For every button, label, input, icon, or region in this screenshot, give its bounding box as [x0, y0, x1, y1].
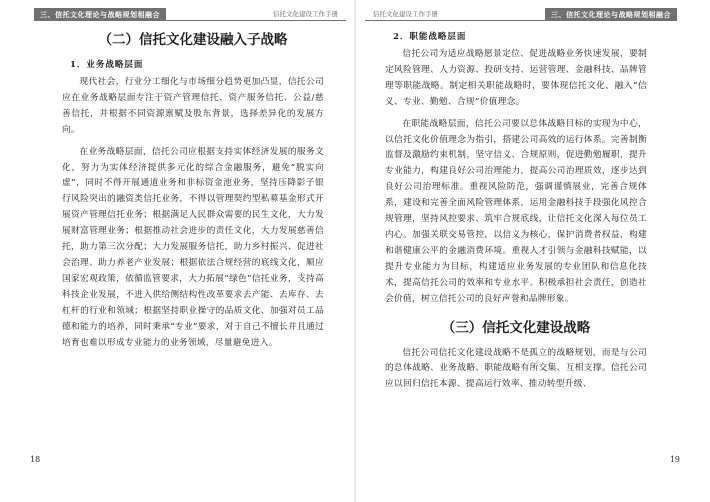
page-number-right: 19: [669, 455, 680, 464]
paragraph: 在职能战略层面，信托公司要以总体战略目标的实现为中心，以信托文化价值理念为指引，搭建公司高效的运行体系。完善制衡监督及激励约束机制，坚守信义、合规原则，促进勤勉履职，提升专业能力，构建良好公司治理能力，提高公司治理质效，逐步达到良好公司治理标准。重视风险防范，强调谨慎展业，完善合规体系，建设和完善全面风险管理体系，运用金融科技手段强化风控合规管理，坚持风控要求、筑牢合规底线，让信托文化深入每位员工内心。加强关联交易管控，以信义为核心，保护消费者权益，构建和谐健康公平的金融消费环境。重视人才引领与金融科技赋能，以提升专业能力为目标，构建适应业务发展的专业团队和信息化技术，提高信托公司的效率和专业水平。积极承担社会责任，创造社会价值，树立信托公司的良好声誉和品牌形象。: [385, 118, 647, 304]
right-header-section: 三、信托文化理论与战略规划相融合: [545, 8, 677, 21]
right-running-header: [365, 8, 677, 21]
paragraph: 信托公司信托文化建设战略不是孤立的战略规划，而是与公司的总体战略、业务战略、职能战略有所交集、互相支撑。信托公司应以回归信托本源、提高运行效率、推动转型升级、: [385, 347, 647, 390]
section-title-3: （三）信托文化建设战略: [441, 319, 591, 336]
left-header-section: 三、信托文化理论与战略规划相融合: [34, 8, 166, 21]
left-running-header: [34, 8, 346, 21]
page-number-left: 18: [30, 455, 41, 464]
left-content: [62, 30, 324, 351]
right-page: [355, 0, 710, 502]
right-header-book: 信托文化建设工作手册: [365, 8, 545, 21]
paragraph: 现代社会，行业分工细化与市场细分趋势更加凸显，信托公司应在业务战略层面专注于资产管理信托、资产服务信托、公益/慈善信托，并根据不同资源禀赋及股东背景，选择差异化的发展方向。: [62, 77, 324, 135]
paragraph: 信托公司为适应战略愿景定位、促进战略业务快速发展，要制定风险管理、人力资源、投研支持、运营管理、金融科技、品牌管理等职能战略。制定相关职能战略时，要体现信托文化，融入“信义、专业、勤勉、合规”价值理念。: [385, 49, 647, 107]
paragraph: 在业务战略层面，信托公司应根据支持实体经济发展的服务文化，努力为实体经济提供多元化的综合金融服务，避免“脱实向虚”，同时不得开展通道业务和非标资金池业务，坚持压降影子银行风险突出的融资类信托业务，不得以管理契约型私募基金形式开展资产管理信托业务；根据满足人民群众需要的民生文化，大力发展财富管理业务；根据推动社会进步的责任文化，大力发展慈善信托，助力第三次分配；大力发展服务信托，助力乡村振兴、促进社会治理、助力养老产业发展；根据依法合规经营的底线文化，顺应国家宏观政策，依循监管要求，大力拓展“绿色”信托业务，支持高科技企业发展，不进入供给侧结构性改革要求去产能、去库存、去杠杆的行业和领域；根据坚持职业操守的品质文化、加强对员工品德和能力的培养，同时秉承“专业”要求，对于自己不擅长并且通过培育也难以形成专业能力的业务领域，尽量避免进入。: [62, 146, 324, 348]
left-header-book: 信托文化建设工作手册: [166, 8, 346, 21]
subheading-functional-strategy: 2．职能战略层面: [393, 32, 467, 42]
subheading-business-strategy: 1．业务战略层面: [70, 60, 144, 70]
right-content: [385, 30, 647, 393]
section-title-2: （二）信托文化建设融入子战略: [98, 32, 288, 48]
